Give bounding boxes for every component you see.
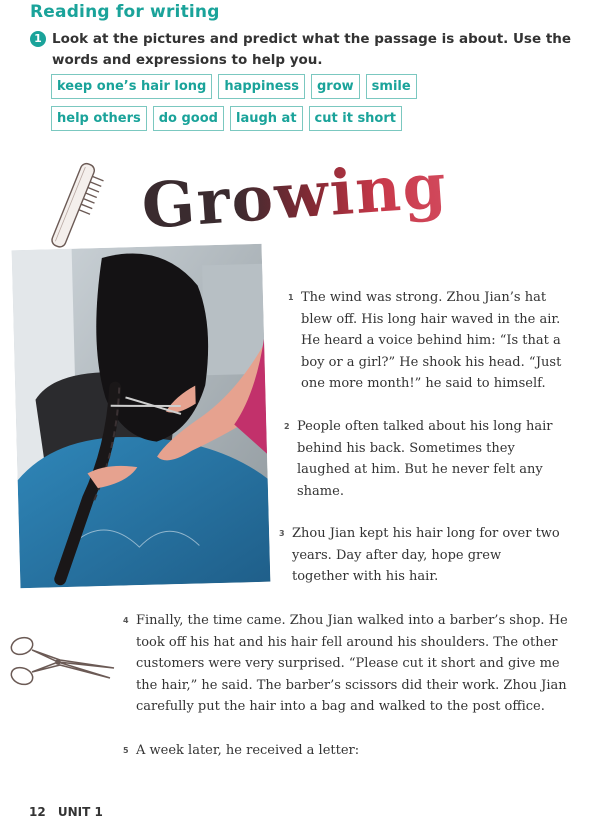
paragraph-text: A week later, he received a letter: [136, 743, 360, 758]
word-bank-row-1 [51, 74, 417, 99]
word-bank-row-2 [51, 106, 402, 131]
paragraph-5 [123, 740, 576, 762]
scissors-icon [6, 632, 118, 692]
word-chip: laugh at [230, 106, 303, 131]
paragraph-2 [284, 416, 557, 502]
paragraph-text: People often talked about his long hair behind his back. Sometimes they laughed at him. But he never felt any shame. [297, 419, 553, 499]
page-number: 12 [29, 805, 46, 819]
paragraph-number: 1 [288, 293, 294, 302]
paragraph-text: Zhou Jian kept his hair long for over two years. Day after day, hope grew together with his hair. [292, 526, 560, 584]
word-chip: grow [311, 74, 360, 99]
word-chip: help others [51, 106, 147, 131]
word-chip: cut it short [309, 106, 402, 131]
paragraph-number: 4 [123, 616, 129, 625]
unit-label: UNIT 1 [57, 805, 103, 819]
paragraph-text: Finally, the time came. Zhou Jian walked into a barber’s shop. He took off his hat and his hair fell around his shoulders. The other customers were very surprised. “Please cut it short and give me the hair,” he said. The barber’s scissors did their work. Zhou Jian carefully put the hair into a bag and walked to the post office. [136, 613, 568, 714]
comb-icon [44, 160, 106, 252]
word-chip: do good [153, 106, 224, 131]
word-chip: smile [366, 74, 417, 99]
page-footer [29, 805, 103, 819]
word-chip: keep one’s hair long [51, 74, 212, 99]
paragraph-text: The wind was strong. Zhou Jian’s hat blew off. His long hair waved in the air. He heard a voice behind him: “Is that a boy or a girl?” He shook his head. “Just one more month!” he said to himself. [301, 290, 562, 391]
section-title: Reading for writing [30, 2, 220, 22]
passage-title-text: Growing [139, 148, 451, 243]
paragraph-number: 3 [279, 529, 285, 538]
word-chip: happiness [218, 74, 305, 99]
paragraph-number: 5 [123, 746, 129, 755]
paragraph-1 [288, 287, 563, 395]
task-text: Look at the pictures and predict what the passage is about. Use the words and expressions to help you. [52, 31, 572, 68]
haircut-photo [12, 244, 271, 588]
paragraph-number: 2 [284, 422, 290, 431]
paragraph-4 [123, 610, 576, 718]
passage-title [138, 148, 568, 250]
task-instruction [30, 29, 590, 71]
paragraph-3 [279, 523, 560, 588]
task-number-badge: 1 [30, 31, 46, 47]
